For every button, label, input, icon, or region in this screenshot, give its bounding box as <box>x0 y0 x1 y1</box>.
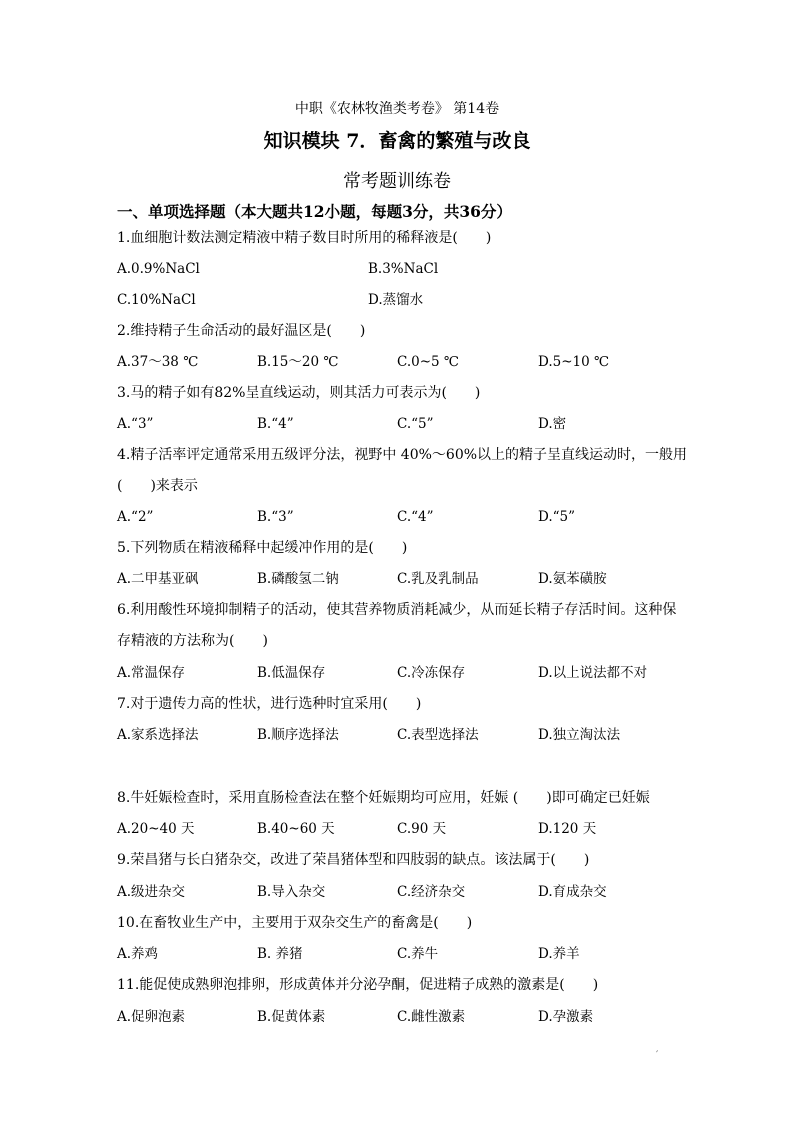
q8-option-d: D.120 天 <box>538 821 597 837</box>
q8-option-b: B.40~60 天 <box>257 821 335 837</box>
q5-option-b: B.磷酸氢二钠 <box>257 571 339 587</box>
q10-option-a: A.养鸡 <box>117 946 159 962</box>
q1-option-c: C.10%NaCl <box>117 292 196 308</box>
question-10: 10.在畜牧业生产中，主要用于双杂交生产的畜禽是( ) <box>117 915 473 931</box>
q8-option-a: A.20~40 天 <box>117 821 195 837</box>
q10-option-b: B. 养猪 <box>257 946 303 962</box>
question-4: 4.精子活率评定通常采用五级评分法，视野中 40%～60%以上的精子呈直线运动时，一般用 <box>117 447 688 463</box>
q9-option-d: D.育成杂交 <box>538 884 607 900</box>
q7-option-b: B.顺序选择法 <box>257 727 339 743</box>
q7-option-d: D.独立淘汰法 <box>538 727 621 743</box>
q4-option-c: C.“4” <box>397 509 434 525</box>
q1-option-b: B.3%NaCl <box>368 261 439 277</box>
q9-option-c: C.经济杂交 <box>397 884 466 900</box>
q3-option-a: A.“3” <box>117 416 154 432</box>
question-2: 2.维持精子生命活动的最好温区是( ) <box>117 323 366 339</box>
q1-option-d: D.蒸馏水 <box>368 292 424 308</box>
q8-option-c: C.90 天 <box>397 821 447 837</box>
q4-option-b: B.“3” <box>257 509 294 525</box>
question-1: 1.血细胞计数法测定精液中精子数目时所用的稀释液是( ) <box>117 230 492 246</box>
q3-option-d: D.密 <box>538 416 567 432</box>
q6-option-d: D.以上说法都不对 <box>538 665 648 681</box>
question-6-cont: 存精液的方法称为( ) <box>117 633 268 649</box>
q1-option-a: A.0.9%NaCl <box>117 261 200 277</box>
question-9: 9.荣昌猪与长白猪杂交，改进了荣昌猪体型和四肢弱的缺点。该法属于( ) <box>117 852 590 868</box>
q5-option-c: C.乳及乳制品 <box>397 571 479 587</box>
question-4-cont: ( )来表示 <box>117 478 198 494</box>
q3-option-c: C.“5” <box>397 416 434 432</box>
q6-option-b: B.低温保存 <box>257 665 326 681</box>
question-6: 6.利用酸性环境抑制精子的活动，使其营养物质消耗减少，从而延长精子存活时间。这种保 <box>117 602 677 618</box>
q11-option-d: D.孕激素 <box>538 1009 594 1025</box>
q5-option-a: A.二甲基亚砜 <box>117 571 199 587</box>
question-8: 8.牛妊娠检查时，采用直肠检查法在整个妊娠期均可应用，妊娠 ( )即可确定已妊娠 <box>117 790 650 806</box>
q4-option-a: A.“2” <box>117 509 154 525</box>
q9-option-b: B.导入杂交 <box>257 884 326 900</box>
q10-option-c: C.养牛 <box>397 946 439 962</box>
q2-option-b: B.15～20 ℃ <box>257 354 339 370</box>
q6-option-c: C.冷冻保存 <box>397 665 466 681</box>
q5-option-d: D.氨苯磺胺 <box>538 571 607 587</box>
q10-option-d: D.养羊 <box>538 946 580 962</box>
q4-option-d: D.“5” <box>538 509 576 525</box>
q2-option-d: D.5~10 ℃ <box>538 354 610 370</box>
q9-option-a: A.级进杂交 <box>117 884 186 900</box>
q11-option-b: B.促黄体素 <box>257 1009 326 1025</box>
question-11: 11.能促使成熟卵泡排卵，形成黄体并分泌孕酮，促进精子成熟的激素是( ) <box>117 977 599 993</box>
page-mark: ′ <box>656 1050 659 1061</box>
q7-option-c: C.表型选择法 <box>397 727 479 743</box>
module-title: 知识模块 7．畜禽的繁殖与改良 <box>263 130 531 152</box>
q11-option-c: C.雌性激素 <box>397 1009 466 1025</box>
q11-option-a: A.促卵泡素 <box>117 1009 186 1025</box>
q2-option-c: C.0~5 ℃ <box>397 354 460 370</box>
q7-option-a: A.家系选择法 <box>117 727 199 743</box>
question-3: 3.马的精子如有82%呈直线运动，则其活力可表示为( ) <box>117 385 481 401</box>
question-5: 5.下列物质在精液稀释中起缓冲作用的是( ) <box>117 540 408 556</box>
q6-option-a: A.常温保存 <box>117 665 186 681</box>
question-7: 7.对于遗传力高的性状，进行选种时宜采用( ) <box>117 696 422 712</box>
q3-option-b: B.“4” <box>257 416 294 432</box>
exam-subtitle: 常考题训练卷 <box>343 171 451 192</box>
section-heading: 一、单项选择题（本大题共12小题，每题3分，共36分） <box>117 202 512 221</box>
q2-option-a: A.37～38 ℃ <box>117 354 199 370</box>
series-title: 中职《农林牧渔类考卷》 第14卷 <box>294 101 500 117</box>
